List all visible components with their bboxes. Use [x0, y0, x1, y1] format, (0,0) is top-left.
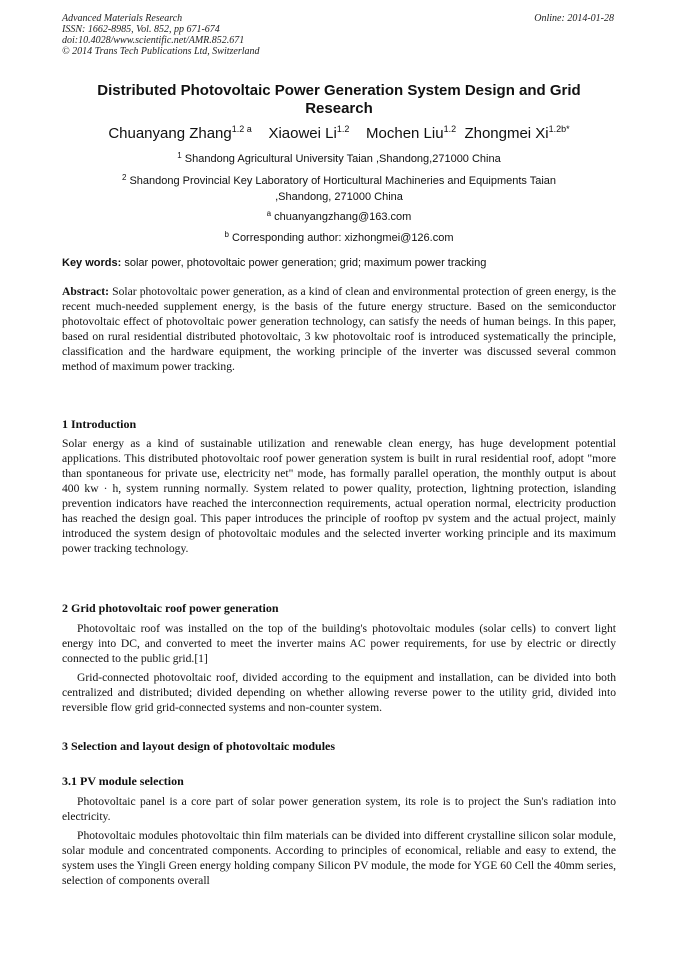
keywords-label: Key words: [62, 257, 122, 269]
keywords-text: solar power, photovoltaic power generation; grid; maximum power tracking [124, 257, 487, 269]
title-line-2: Research [305, 100, 373, 117]
corresponding-text: Corresponding author: xizhongmei@126.com [232, 232, 454, 244]
affiliation-mark: b [224, 230, 229, 239]
issn-line: ISSN: 1662-8985, Vol. 852, pp 671-674 [62, 24, 220, 35]
author-affiliation-mark: 1.2 [336, 124, 350, 134]
grid-paragraph-2: Grid-connected photovoltaic roof, divided according to the equipment and installation, can be divided into both centralized and distributed; divided depending on whether allowing reverse power to the utility grid, divided into reversible flow grid grid-connected systems and non-counter system. [62, 671, 616, 714]
pv-paragraph-2: Photovoltaic modules photovoltaic thin film materials can be divided into different crystalline silicon solar module, solar module and concentrated components. According to principles of economical, reliable and easy to extend, the system uses the Yingli Green energy holding company Silicon PV module, the mode for YGE 60 Cell the 40mm series, selection of components overall [62, 829, 616, 887]
copyright-line: © 2014 Trans Tech Publications Ltd, Switzerland [62, 46, 260, 57]
online-date: Online: 2014-01-28 [534, 13, 614, 24]
grid-paragraph-1: Photovoltaic roof was installed on the top of the building's photovoltaic modules (solar cells) to convert light energy into DC, and converted to meet the inverter mains AC power requirements, for use by electric or directly connected to the public grid.[1] [62, 622, 616, 665]
abstract-label: Abstract: [62, 285, 110, 298]
author-list [62, 119, 616, 144]
abstract-text: Solar photovoltaic power generation, as a kind of clean and environmental protection of green energy, is the recent much-needed supplement energy, is the basis of the future energy structure. Based on the semiconductor photovoltaic effect of photovoltaic power generation technology, can satisfy the needs of human beings. In this paper, based on rural residential distributed photovoltaic, 3 kw photovoltaic roof is introduced systematically the principle, classification and the hardware equipment, the working principle of the inverter was discussed several common method of maximum power tracking. [62, 285, 616, 373]
journal-name: Advanced Materials Research [62, 13, 183, 24]
paper-title [62, 82, 616, 118]
introduction-paragraph: Solar energy as a kind of sustainable utilization and renewable clean energy, has huge development potential applications. This distributed photovoltaic roof power generation system is built in rural residential roof, adopt "more than spontaneous for private use, electricity net" mode, has formally parallel operation, the monthly output is about 400 kw · h, system running normally. System related to power quality, protection, lightning protection, islanding prevention indicators have reached the interconnection requirements, actual operation normal, electricity production has reached the design goal. This paper introduces the principle of rooftop pv system and the actual project, mainly introduced the system design of photovoltaic modules and the selected inverter working principle and its maximum power tracking technology. [62, 437, 616, 555]
affiliation-mark: 1 [177, 151, 182, 160]
author-affiliation-mark: 1.2b* [548, 124, 570, 134]
keywords [62, 256, 616, 270]
doi-line: doi:10.4028/www.scientific.net/AMR.852.671 [62, 35, 245, 46]
email-text: chuanyangzhang@163.com [274, 211, 412, 223]
section-heading-grid: 2 Grid photovoltaic roof power generation [62, 601, 279, 615]
abstract [62, 284, 616, 374]
affiliation-1 [62, 148, 616, 167]
affiliation-text: Shandong Provincial Key Laboratory of Horticultural Machineries and Equipments Taian [129, 175, 557, 187]
author-name: Mochen Liu [366, 125, 444, 142]
author-name: Xiaowei Li [268, 125, 337, 142]
affiliation-2 [62, 170, 616, 205]
subsection-heading-pv-module: 3.1 PV module selection [62, 774, 184, 788]
journal-header [62, 13, 260, 57]
author-name: Chuanyang Zhang [108, 125, 232, 142]
corresponding-author [62, 227, 616, 246]
section-heading-introduction: 1 Introduction [62, 417, 137, 431]
email-author-a [62, 206, 616, 225]
section-heading-selection: 3 Selection and layout design of photovoltaic modules [62, 739, 336, 753]
author-affiliation-mark: 1.2 a [231, 124, 252, 134]
affiliation-text: Shandong Agricultural University Taian ,Shandong,271000 China [184, 153, 501, 165]
title-line-1: Distributed Photovoltaic Power Generation System Design and Grid [97, 82, 581, 99]
affiliation-mark: 2 [121, 173, 127, 182]
pv-paragraph-1: Photovoltaic panel is a core part of solar power generation system, its role is to project the Sun's radiation into electricity. [62, 795, 616, 823]
author-affiliation-mark: 1.2 [443, 124, 457, 134]
author-name: Zhongmei Xi [464, 125, 549, 142]
affiliation-mark: a [266, 209, 272, 218]
affiliation-text-continued: ,Shandong, 271000 China [275, 191, 403, 203]
